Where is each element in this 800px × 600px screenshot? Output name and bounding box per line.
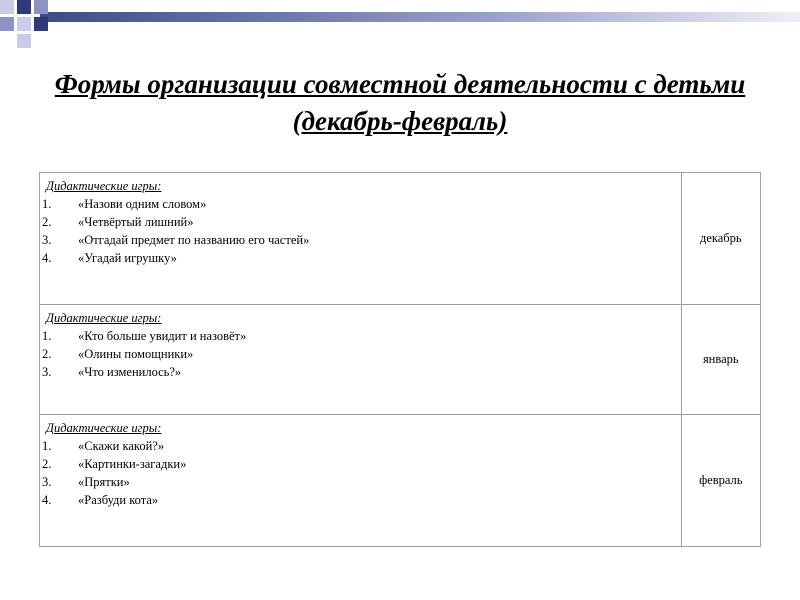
list-item [42, 327, 677, 345]
list-item [42, 363, 677, 381]
list-item-text: «Назови одним словом» [78, 197, 207, 211]
square-mid [34, 0, 48, 14]
list-item [42, 437, 677, 455]
list-item-text: «Кто больше увидит и назовёт» [78, 329, 247, 343]
square-light [17, 17, 31, 31]
games-list [42, 437, 677, 509]
list-item-text: «Скажи какой?» [78, 439, 165, 453]
games-list [42, 195, 677, 267]
list-item [42, 249, 677, 267]
games-heading: Дидактические игры: [46, 179, 162, 193]
square-dark [34, 17, 48, 31]
games-list [42, 327, 677, 381]
header-bar [40, 12, 800, 22]
list-item-number: 2. [42, 457, 52, 471]
list-item-text: «Отгадай предмет по названию его частей» [78, 233, 310, 247]
list-item-number: 1. [42, 329, 52, 343]
list-item [42, 195, 677, 213]
list-item-number: 2. [42, 347, 52, 361]
month-cell: февраль [681, 415, 760, 547]
list-item [42, 231, 677, 249]
list-item-number: 3. [42, 365, 52, 379]
games-cell [40, 415, 682, 547]
list-item-number: 3. [42, 475, 52, 489]
list-item [42, 491, 677, 509]
table-row [40, 305, 761, 415]
list-item [42, 473, 677, 491]
square-mid [0, 17, 14, 31]
activity-table [39, 172, 761, 547]
square-dark [17, 0, 31, 14]
table-row [40, 415, 761, 547]
games-cell [40, 173, 682, 305]
list-item-number: 4. [42, 251, 52, 265]
list-item-text: «Четвёртый лишний» [78, 215, 194, 229]
square-light [0, 0, 14, 14]
list-item-number: 2. [42, 215, 52, 229]
list-item [42, 213, 677, 231]
slide-title: Формы организации совместной деятельности с детьми (декабрь-февраль) [54, 69, 746, 136]
list-item-number: 1. [42, 197, 52, 211]
month-cell: декабрь [681, 173, 760, 305]
games-cell [40, 305, 682, 415]
list-item-number: 3. [42, 233, 52, 247]
list-item-text: «Угадай игрушку» [78, 251, 177, 265]
list-item-text: «Олины помощники» [78, 347, 194, 361]
list-item-text: «Картинки-загадки» [78, 457, 187, 471]
list-item-number: 4. [42, 493, 52, 507]
table-row [40, 173, 761, 305]
list-item [42, 345, 677, 363]
square-light [17, 34, 31, 48]
games-heading: Дидактические игры: [46, 311, 162, 325]
list-item-text: «Прятки» [78, 475, 130, 489]
list-item-text: «Разбуди кота» [78, 493, 159, 507]
list-item-number: 1. [42, 439, 52, 453]
list-item [42, 455, 677, 473]
month-cell: январь [681, 305, 760, 415]
games-heading: Дидактические игры: [46, 421, 162, 435]
list-item-text: «Что изменилось?» [78, 365, 182, 379]
decorative-header [0, 0, 800, 48]
